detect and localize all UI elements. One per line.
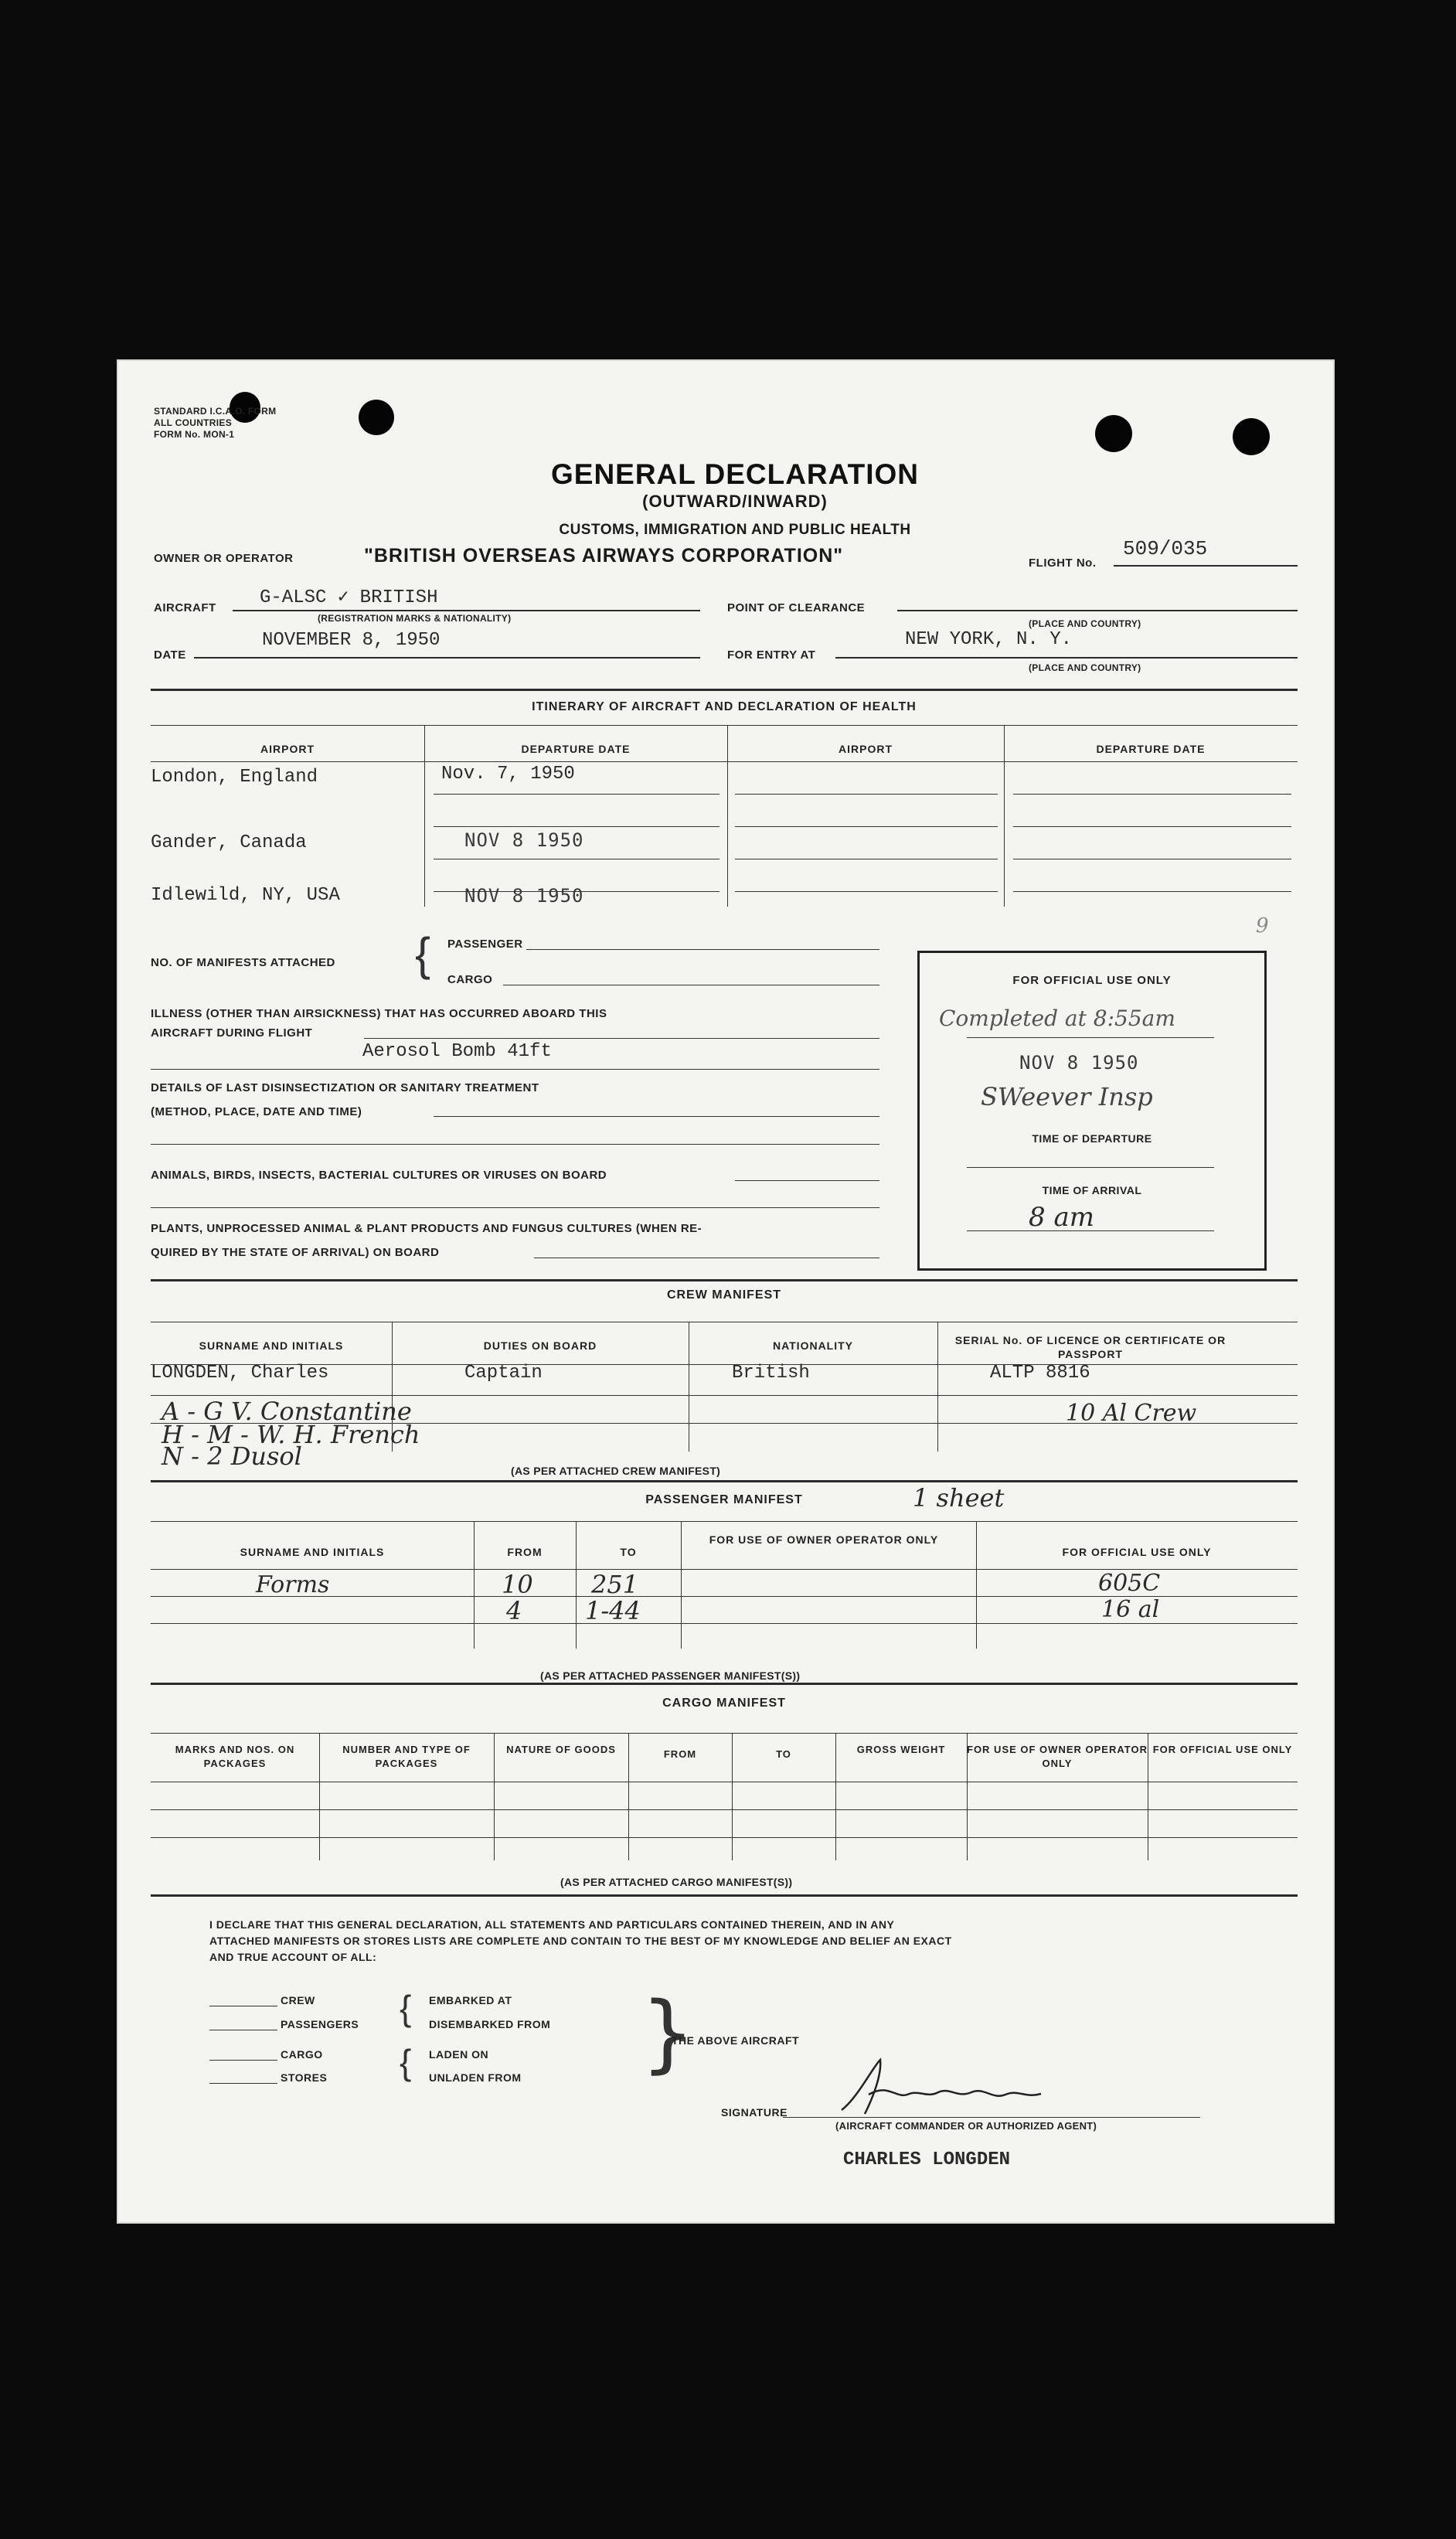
clearance-label: POINT OF CLEARANCE (727, 601, 866, 614)
flight-value: 509/035 (1123, 537, 1208, 560)
disinsect-label-1: DETAILS OF LAST DISINSECTIZATION OR SANITARY TREATMENT (151, 1081, 539, 1094)
itinerary-date-1: Nov. 7, 1950 (441, 764, 575, 785)
punch-hole (359, 400, 394, 435)
itinerary-header-airport-1: AIRPORT (260, 743, 315, 755)
crew-duty: Captain (464, 1363, 543, 1384)
illness-label-2: AIRCRAFT DURING FLIGHT (151, 1026, 313, 1040)
itinerary-airport-3: Idlewild, NY, USA (151, 885, 340, 906)
aircraft-value: G-ALSC ✓ BRITISH (260, 587, 438, 608)
cargo-header-operator: FOR USE OF OWNER OPERATOR ONLY (967, 1744, 1148, 1769)
entry-value: NEW YORK, N. Y. (905, 629, 1073, 650)
declaration-embarked: EMBARKED AT (429, 1994, 512, 2006)
cargo-title: CARGO MANIFEST (662, 1697, 786, 1710)
manifests-cargo-label: CARGO (447, 973, 493, 986)
punch-hole (1095, 415, 1132, 452)
plants-label-1: PLANTS, UNPROCESSED ANIMAL & PLANT PRODUCTS AND FUNGUS CULTURES (WHEN RE- (151, 1222, 702, 1235)
passenger-title: PASSENGER MANIFEST (645, 1493, 803, 1506)
captain-signature (834, 2052, 1066, 2122)
declaration-above-aircraft: THE ABOVE AIRCRAFT (672, 2034, 800, 2047)
declaration-unladen: UNLADEN FROM (429, 2071, 522, 2084)
plants-label-2: QUIRED BY THE STATE OF ARRIVAL) ON BOARD (151, 1246, 440, 1259)
cargo-header-weight: GROSS WEIGHT (856, 1744, 946, 1755)
declaration-disembarked: DISEMBARKED FROM (429, 2018, 551, 2030)
clearance-note: (PLACE AND COUNTRY) (1029, 618, 1141, 629)
crew-header-duties: DUTIES ON BOARD (483, 1339, 597, 1352)
crew-hand-1: A - G V. Constantine (162, 1397, 412, 1426)
declaration-form: STANDARD I.C.A.O. FORM ALL COUNTRIES FORM No. MON-1 GENERAL DECLARATION (OUTWARD/INWARD) CUSTOMS, IMMIGRATION AND PUBLIC HEALTH OWNER OR OPERATOR "BRITISH OVERSEAS AIRWAYS CORPORATION" FLIGHT No. 509/035 AIRCRAFT G-ALSC ✓ BRITISH (REGISTRATION MARKS & NATIONALITY) POINT OF CLEARANCE (PLACE AND COUNTRY) DATE NOVEMBER 8, 1950 FOR ENTRY AT NEW YORK, N. Y. (PLACE AND COUNTRY) ITINERARY OF AIRCRAFT AND DECLARATION OF HEALTH AIRPORT DEPARTURE DATE AIRPORT DEPARTURE DATE London, England Nov. 7, 1950 Gander, Canada NOV 8 1950 Idlewild, NY, USA NOV 8 1950 9 NO. OF MANIFESTS ATTACHED { PASSENGER CARGO ILLNESS (OTHER THAN AIRSICKNESS) THAT HAS OCCURRED ABOARD THIS AIRCRAFT DURING FLIGHT Aerosol Bomb 41ft DETAILS OF LAST DISINSECTIZATION OR SANITARY TREATMENT (METHOD, PLACE, DATE AND TIME) ANIMALS, BIRDS, INSECTS, BACTERIAL CULTURES OR VIRUSES ON BOARD PLANTS, UNPROCESSED ANIMAL & PLANT PRODUCTS AND FUNGUS CULTURES (WHEN RE- QUIRED BY THE STATE OF ARRIVAL) ON BOARD FOR OFFICIAL USE ONLY Completed at 8:55am NOV 8 1950 SWeever Insp TIME OF DEPARTURE TIME OF ARRIVAL 8 am CREW MANIFEST SURNAME AND INITIALS DUTIES ON BOARD NATIONALITY SERIAL No. OF LICENCE OR CERTIFICATE OR PASSPORT LONGDEN, Charles Captain British ALTP 8816 A - G V. Constantine 10 Al Crew H - M - W. H. French N - 2 Dusol (AS PER ATTACHED CREW MANIFEST) PASSENGER MANIFEST 1 sheet SURNAME AND INITIALS FROM TO FOR USE OF OWNER OPERATOR ONLY FOR OFFICIAL USE ONLY Forms 10 251 605C 4 1-44 16 al (AS PER ATTACHED PASSENGER MANIFEST(S)) CARGO MANIFEST MARKS AND NOS. ON PACKAGES NUMBER AND TYPE OF PACKAGES NATURE OF GOODS FROM TO GROSS WEIGHT FOR USE OF OWNER OPERATOR ONLY FOR OFFICIAL USE ONLY (AS PER ATTACHED CARGO MANIFEST(S)) I DECLARE THAT THIS GENERAL DECLARATION, ALL STATEMENTS AND PARTICULARS CONTAINED THEREIN, AND IN ANY ATTACHED MANIFESTS OR STORES LISTS ARE COMPLETE AND CONTAIN TO THE BEST OF MY KNOWLEDGE AND BELIEF AN EXACT AND TRUE ACCOUNT OF ALL: CREW PASSENGERS CARGO STORES { { EMBARKED AT DISEMBARKED FROM LADEN ON UNLADEN FROM } THE ABOVE AIRCRAFT SIGNATURE (AIRCRAFT COMMANDER OR AUTHORIZED AGENT) CHARLES LONGDEN (117, 359, 1335, 2224)
crew-serial: ALTP 8816 (990, 1363, 1090, 1384)
passenger-from-1: 10 (502, 1570, 533, 1599)
cargo-header-nature: NATURE OF GOODS (506, 1744, 616, 1755)
declaration-line-1: I DECLARE THAT THIS GENERAL DECLARATION, ALL STATEMENTS AND PARTICULARS CONTAINED THEREIN, AND IN ANY (209, 1918, 895, 1931)
punch-hole (1233, 418, 1270, 455)
passenger-name-1: Forms (256, 1571, 330, 1598)
passenger-official-2: 16 al (1101, 1596, 1160, 1623)
declaration-line-3: AND TRUE ACCOUNT OF ALL: (209, 1951, 377, 1963)
declaration-passengers: PASSENGERS (281, 2018, 359, 2030)
arrival-label: TIME OF ARRIVAL (1042, 1184, 1142, 1196)
aircraft-note: (REGISTRATION MARKS & NATIONALITY) (318, 613, 512, 624)
declaration-cargo: CARGO (281, 2048, 323, 2061)
margin-mark: 9 (1256, 914, 1269, 938)
manifests-label: NO. OF MANIFESTS ATTACHED (151, 956, 335, 969)
passenger-footer: (AS PER ATTACHED PASSENGER MANIFEST(S)) (540, 1669, 801, 1682)
operator-label: OWNER OR OPERATOR (154, 552, 294, 565)
itinerary-date-2: NOV 8 1950 (464, 829, 584, 851)
cargo-header-marks: MARKS AND NOS. ON PACKAGES (175, 1744, 295, 1769)
disinsect-label-2: (METHOD, PLACE, DATE AND TIME) (151, 1105, 362, 1118)
itinerary-header-date-2: DEPARTURE DATE (1096, 743, 1206, 755)
cargo-header-to: TO (776, 1748, 791, 1760)
flight-label: FLIGHT No. (1029, 556, 1097, 570)
form-id-1: STANDARD I.C.A.O. FORM (154, 406, 277, 417)
page-subtitle-2: CUSTOMS, IMMIGRATION AND PUBLIC HEALTH (559, 522, 911, 538)
entry-note: (PLACE AND COUNTRY) (1029, 662, 1141, 673)
crew-hand-3: N - 2 Dusol (162, 1441, 302, 1471)
illness-label-1: ILLNESS (OTHER THAN AIRSICKNESS) THAT HAS OCCURRED ABOARD THIS (151, 1007, 607, 1020)
animals-label: ANIMALS, BIRDS, INSECTS, BACTERIAL CULTURES OR VIRUSES ON BOARD (151, 1169, 607, 1182)
official-inspector-sign: SWeever Insp (981, 1082, 1153, 1111)
declaration-stores: STORES (281, 2071, 328, 2084)
passenger-header-from: FROM (507, 1546, 543, 1558)
form-id-2: ALL COUNTRIES (154, 417, 233, 428)
disinsect-value: Aerosol Bomb 41ft (362, 1041, 552, 1062)
crew-header-serial: SERIAL No. OF LICENCE OR CERTIFICATE OR PASSPORT (954, 1334, 1226, 1360)
itinerary-title: ITINERARY OF AIRCRAFT AND DECLARATION OF HEALTH (532, 700, 917, 713)
manifests-passenger-label: PASSENGER (447, 938, 523, 951)
form-id-3: FORM No. MON-1 (154, 429, 235, 440)
passenger-header-operator: FOR USE OF OWNER OPERATOR ONLY (709, 1533, 939, 1546)
date-value: NOVEMBER 8, 1950 (262, 630, 441, 651)
itinerary-airport-2: Gander, Canada (151, 832, 307, 853)
itinerary-header-airport-2: AIRPORT (839, 743, 893, 755)
crew-hand-2: H - M - W. H. French (162, 1420, 420, 1449)
passenger-to-2: 1-44 (585, 1596, 641, 1625)
crew-header-name: SURNAME AND INITIALS (199, 1339, 344, 1352)
itinerary-header-date-1: DEPARTURE DATE (521, 743, 631, 755)
crew-nationality: British (732, 1363, 810, 1384)
passenger-header-to: TO (620, 1546, 637, 1558)
declaration-crew: CREW (281, 1994, 315, 2006)
crew-footer: (AS PER ATTACHED CREW MANIFEST) (511, 1465, 721, 1477)
signature-note: (AIRCRAFT COMMANDER OR AUTHORIZED AGENT) (835, 2120, 1097, 2132)
crew-header-nationality: NATIONALITY (772, 1339, 854, 1352)
crew-hand-count: 10 Al Crew (1066, 1400, 1197, 1427)
official-stamp: NOV 8 1950 (1019, 1052, 1139, 1074)
itinerary-date-3: NOV 8 1950 (464, 885, 584, 907)
signature-label: SIGNATURE (721, 2106, 788, 2119)
page-title: GENERAL DECLARATION (550, 458, 920, 490)
entry-label: FOR ENTRY AT (727, 648, 816, 662)
cargo-header-official: FOR OFFICIAL USE ONLY (1152, 1744, 1293, 1755)
aircraft-label: AIRCRAFT (154, 601, 216, 614)
passenger-from-2: 4 (506, 1596, 522, 1625)
passenger-official-1: 605C (1098, 1570, 1161, 1597)
arrival-value: 8 am (1029, 1202, 1094, 1233)
crew-name: LONGDEN, Charles (151, 1363, 329, 1384)
crew-title: CREW MANIFEST (666, 1288, 782, 1302)
official-title: FOR OFFICIAL USE ONLY (1012, 974, 1172, 987)
passenger-to-1: 251 (591, 1570, 639, 1599)
departure-label: TIME OF DEPARTURE (1032, 1132, 1152, 1145)
passenger-header-official: FOR OFFICIAL USE ONLY (1062, 1546, 1212, 1558)
signature-printed-name: CHARLES LONGDEN (843, 2149, 1011, 2170)
cargo-header-from: FROM (663, 1748, 697, 1760)
declaration-line-2: ATTACHED MANIFESTS OR STORES LISTS ARE COMPLETE AND CONTAIN TO THE BEST OF MY KNOWLEDGE AND BELIEF AN EXACT (209, 1935, 952, 1947)
cargo-header-number: NUMBER AND TYPE OF PACKAGES (342, 1744, 471, 1769)
page-subtitle: (OUTWARD/INWARD) (642, 492, 828, 511)
date-label: DATE (154, 648, 186, 662)
itinerary-airport-1: London, England (151, 767, 318, 788)
official-completed-note: Completed at 8:55am (939, 1006, 1175, 1031)
passenger-hand-note: 1 sheet (913, 1483, 1005, 1513)
passenger-header-name: SURNAME AND INITIALS (240, 1546, 385, 1558)
cargo-footer: (AS PER ATTACHED CARGO MANIFEST(S)) (560, 1876, 793, 1888)
declaration-laden: LADEN ON (429, 2048, 489, 2061)
operator-value: "BRITISH OVERSEAS AIRWAYS CORPORATION" (364, 545, 844, 567)
